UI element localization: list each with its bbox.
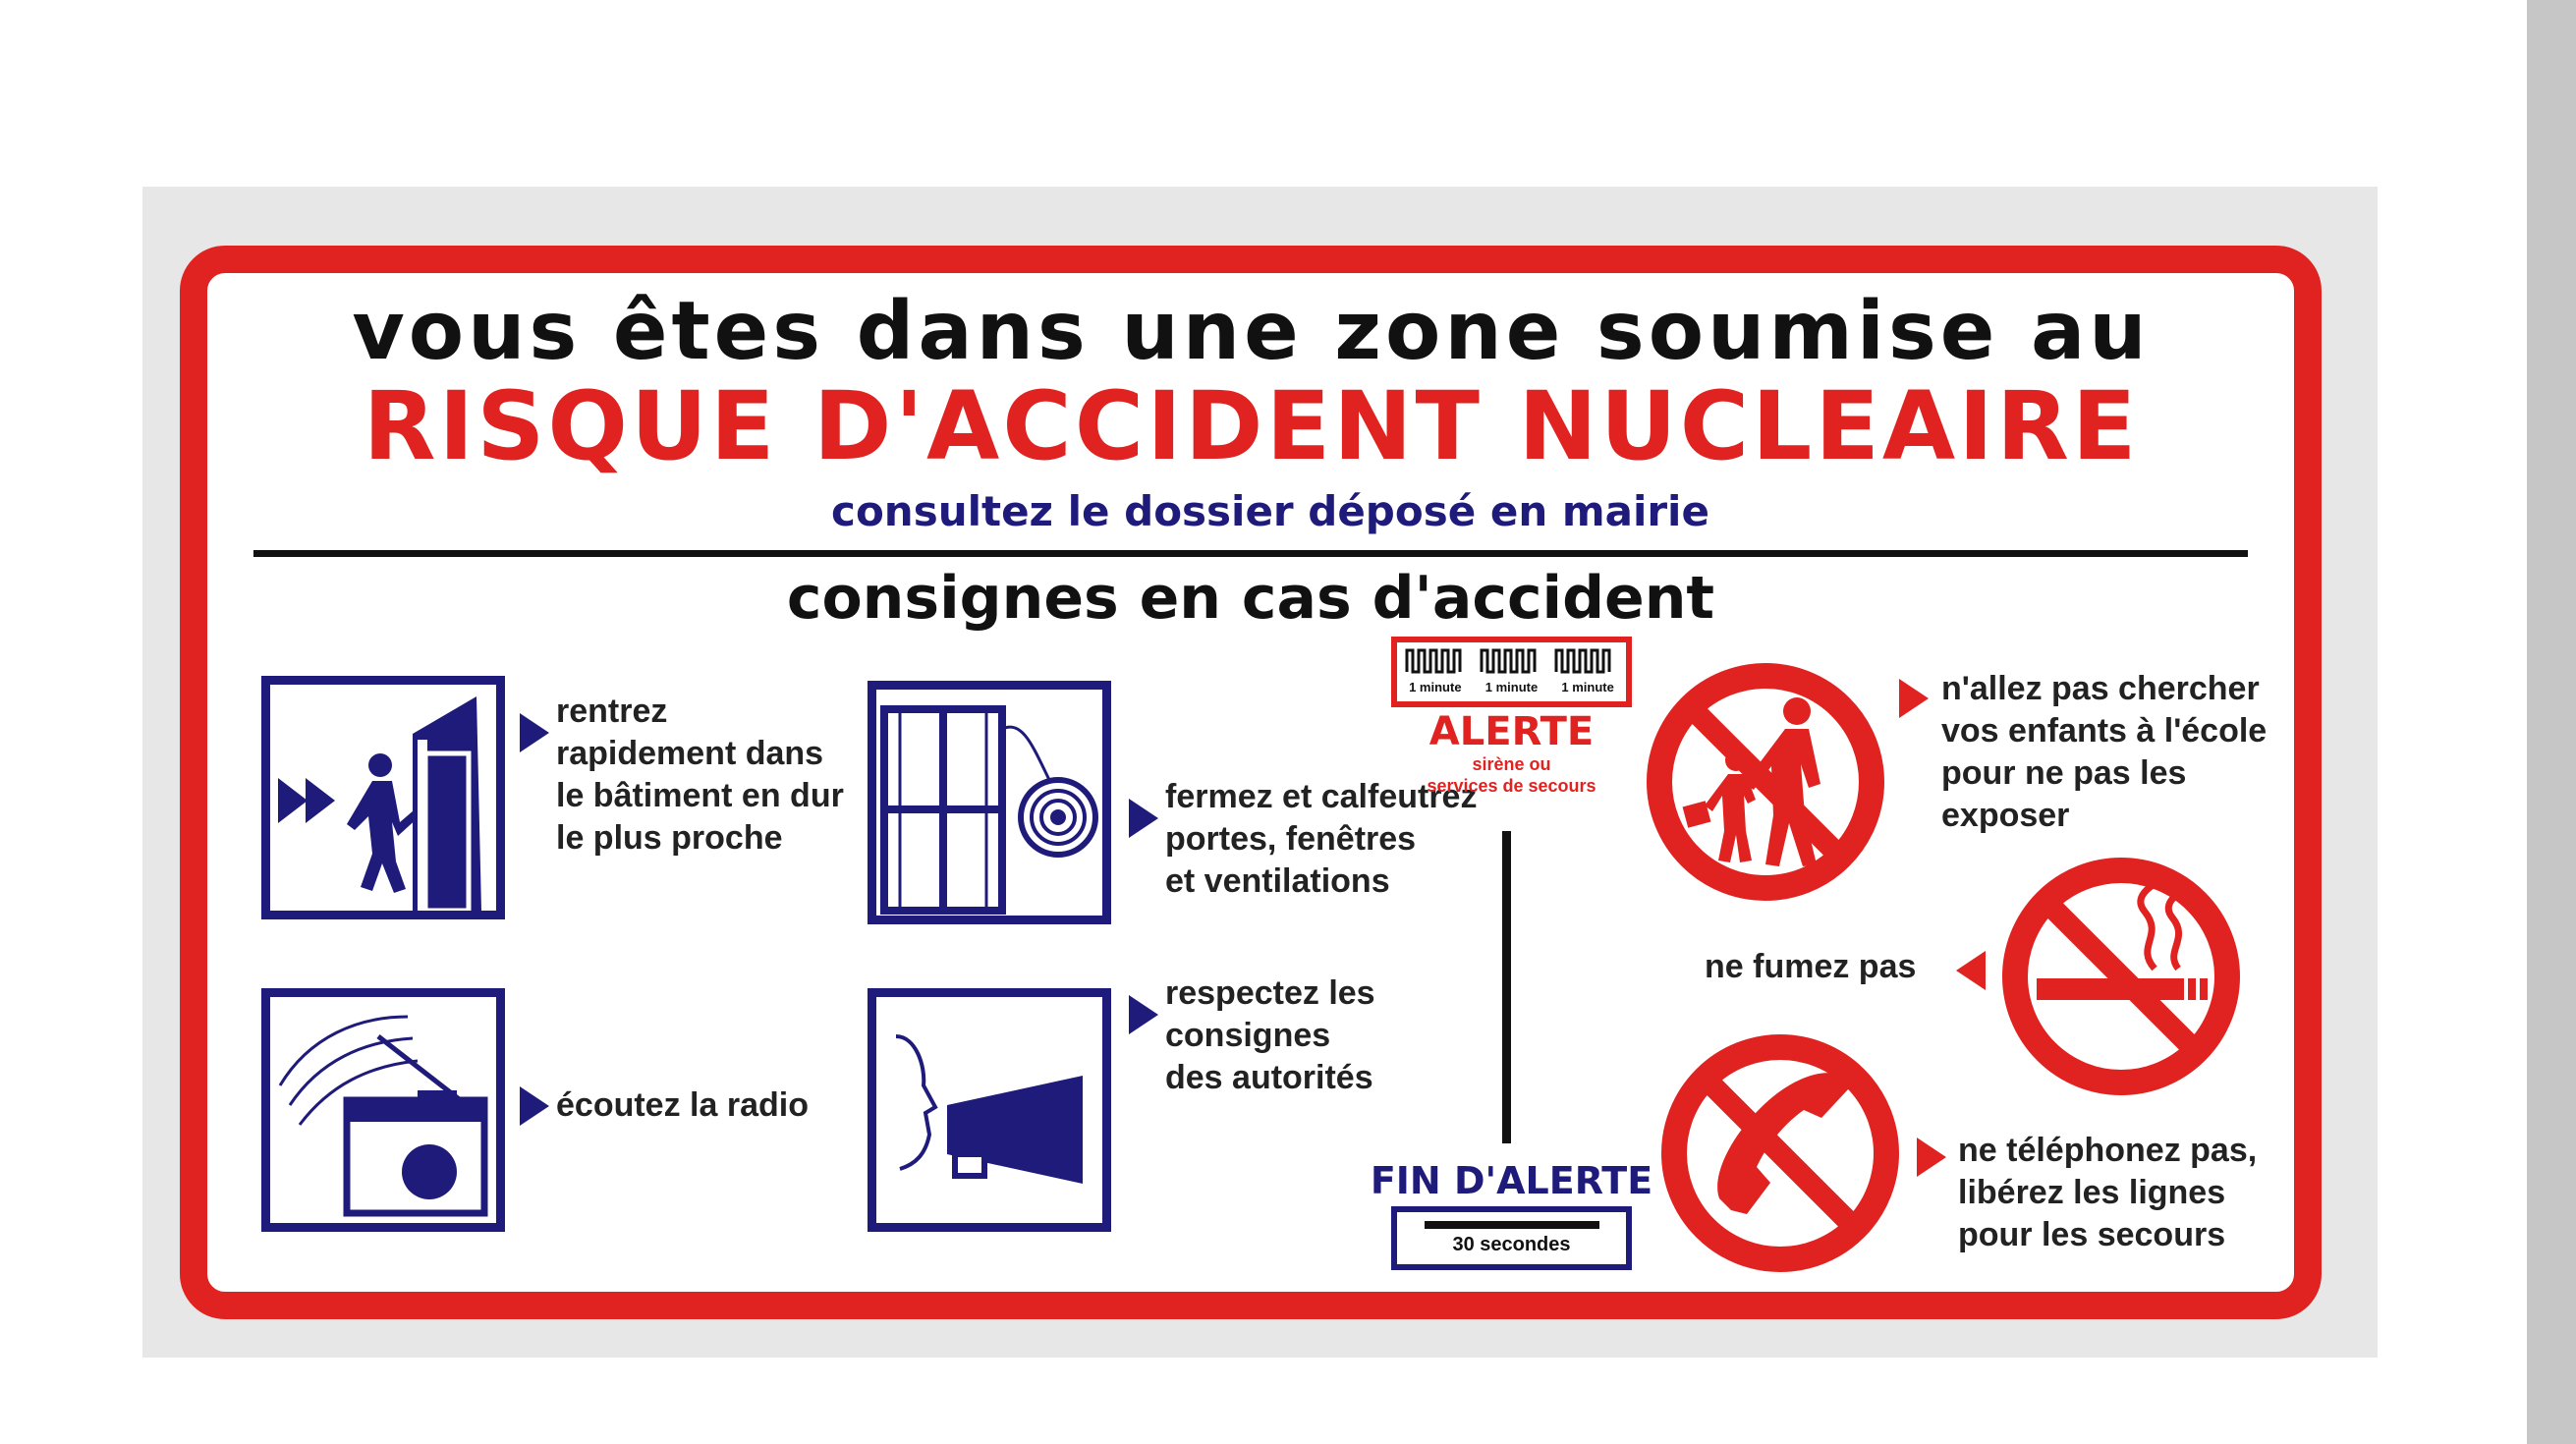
shelter-instruction: rentrez rapidement dans le bâtiment en dur le plus proche — [556, 693, 844, 857]
sign-subtitle: consultez le dossier déposé en mairie — [831, 487, 1709, 535]
sign-title-line2: RISQUE D'ACCIDENT NUCLEAIRE — [363, 371, 2140, 481]
smoking-prohibition: ne fumez pas — [1705, 948, 1917, 985]
arrow-person-door-icon — [261, 676, 505, 919]
arrow-marker — [1129, 799, 1158, 838]
end-alert-box — [1391, 1206, 1632, 1270]
arrow-marker — [1899, 679, 1929, 718]
arrow-marker — [1129, 995, 1158, 1034]
alert-sublabel: sirène ou — [1472, 754, 1551, 774]
authorities-instruction: respectez les consignes des autorités — [1165, 974, 1375, 1096]
section-title: consignes en cas d'accident — [786, 564, 1715, 633]
radio-instruction: écoutez la radio — [556, 1086, 809, 1124]
seal-instruction: fermez et calfeutrez portes, fenêtres et ventilations — [1165, 778, 1478, 900]
sign-title-line1: vous êtes dans une zone soumise au — [352, 285, 2151, 378]
end-alert-label: FIN D'ALERTE — [1370, 1159, 1653, 1202]
phone-prohibition: ne téléphonez pas, libérez les lignes pour les secours — [1958, 1132, 2258, 1253]
window-sealing-icon — [868, 681, 1111, 924]
arrow-marker — [1917, 1138, 1946, 1177]
siren-wave-icon — [1397, 642, 1626, 678]
scrollbar-strip[interactable] — [2527, 0, 2576, 1444]
arrow-marker — [520, 713, 549, 752]
arrow-marker — [1956, 951, 1986, 990]
children-prohibition: n'allez pas chercher vos enfants à l'école pour ne pas les exposer — [1941, 670, 2268, 834]
minute-label: 1 minute — [1561, 680, 1614, 694]
no-smoking-icon — [1997, 853, 2245, 1100]
nuclear-risk-sign — [180, 246, 2322, 1319]
alert-timeline-bar — [1502, 831, 1511, 1143]
divider — [253, 550, 2248, 557]
minute-label: 1 minute — [1484, 680, 1539, 694]
arrow-marker — [520, 1086, 549, 1126]
radio-icon — [261, 988, 505, 1232]
megaphone-icon — [868, 988, 1111, 1232]
alert-sublabel: services de secours — [1427, 776, 1596, 796]
minute-label: 1 minute — [1409, 680, 1462, 694]
no-children-icon — [1642, 658, 1889, 906]
end-duration: 30 secondes — [1452, 1234, 1571, 1255]
end-signal-bar — [1425, 1221, 1599, 1229]
no-phone-icon — [1656, 1029, 1904, 1277]
alert-label: ALERTE — [1428, 709, 1595, 754]
alert-signal-box — [1391, 637, 1632, 707]
